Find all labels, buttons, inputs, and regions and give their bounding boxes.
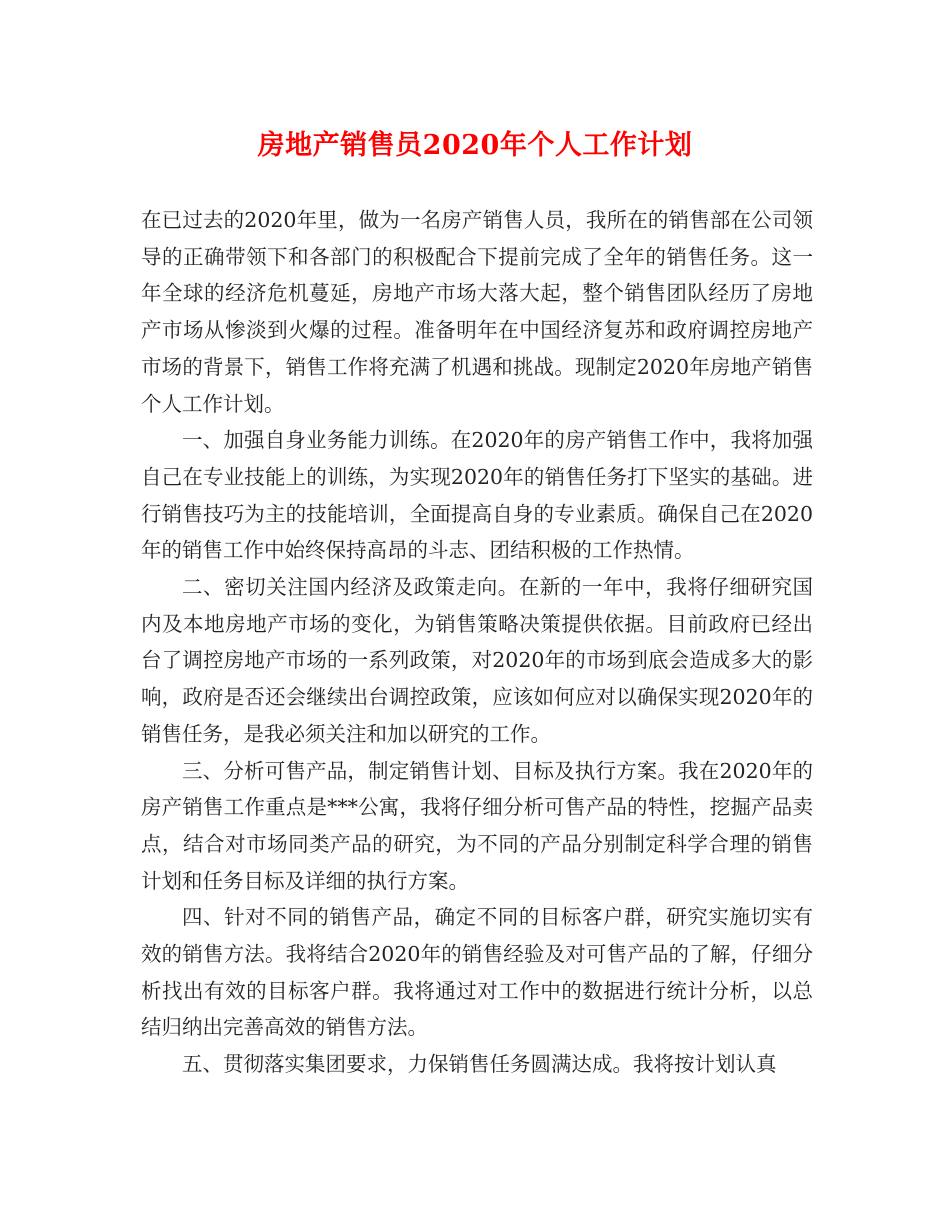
section-2-paragraph: 二、密切关注国内经济及政策走向。在新的一年中，我将仔细研究国内及本地房地产市场的变化，为销售策略决策提供依据。目前政府已经出台了调控房地产市场的一系列政策，对2020年的市场到底会造成多大的影响，政府是否还会继续出台调控政策，应该如何应对以确保实现2020年的销售任务，是我必须关注和加以研究的工作。: [141, 575, 813, 746]
section-4-paragraph: 四、针对不同的销售产品，确定不同的目标客户群，研究实施切实有效的销售方法。我将结合2020年的销售经验及对可售产品的了解，仔细分析找出有效的目标客户群。我将通过对工作中的数据进行统计分析，以总结归纳出完善高效的销售方法。: [141, 905, 813, 1040]
document-body: [141, 202, 813, 1083]
document-title: 房地产销售员2020年个人工作计划: [257, 130, 693, 161]
intro-paragraph: 在已过去的2020年里，做为一名房产销售人员，我所在的销售部在公司领导的正确带领下和各部门的积极配合下提前完成了全年的销售任务。这一年全球的经济危机蔓延，房地产市场大落大起，整个销售团队经历了房地产市场从惨淡到火爆的过程。准备明年在中国经济复苏和政府调控房地产市场的背景下，销售工作将充满了机遇和挑战。现制定2020年房地产销售个人工作计划。: [141, 208, 813, 416]
section-3-paragraph: 三、分析可售产品，制定销售计划、目标及执行方案。我在2020年的房产销售工作重点是***公寓，我将仔细分析可售产品的特性，挖掘产品卖点，结合对市场同类产品的研究，为不同的产品分别制定科学合理的销售计划和任务目标及详细的执行方案。: [141, 758, 813, 893]
section-5-paragraph: 五、贯彻落实集团要求，力保销售任务圆满达成。我将按计划认真: [182, 1052, 777, 1077]
section-1-paragraph: 一、加强自身业务能力训练。在2020年的房产销售工作中，我将加强自己在专业技能上的训练，为实现2020年的销售任务打下坚实的基础。进行销售技巧为主的技能培训，全面提高自身的专业素质。确保自己在2020年的销售工作中始终保持高昂的斗志、团结积极的工作热情。: [141, 428, 813, 563]
